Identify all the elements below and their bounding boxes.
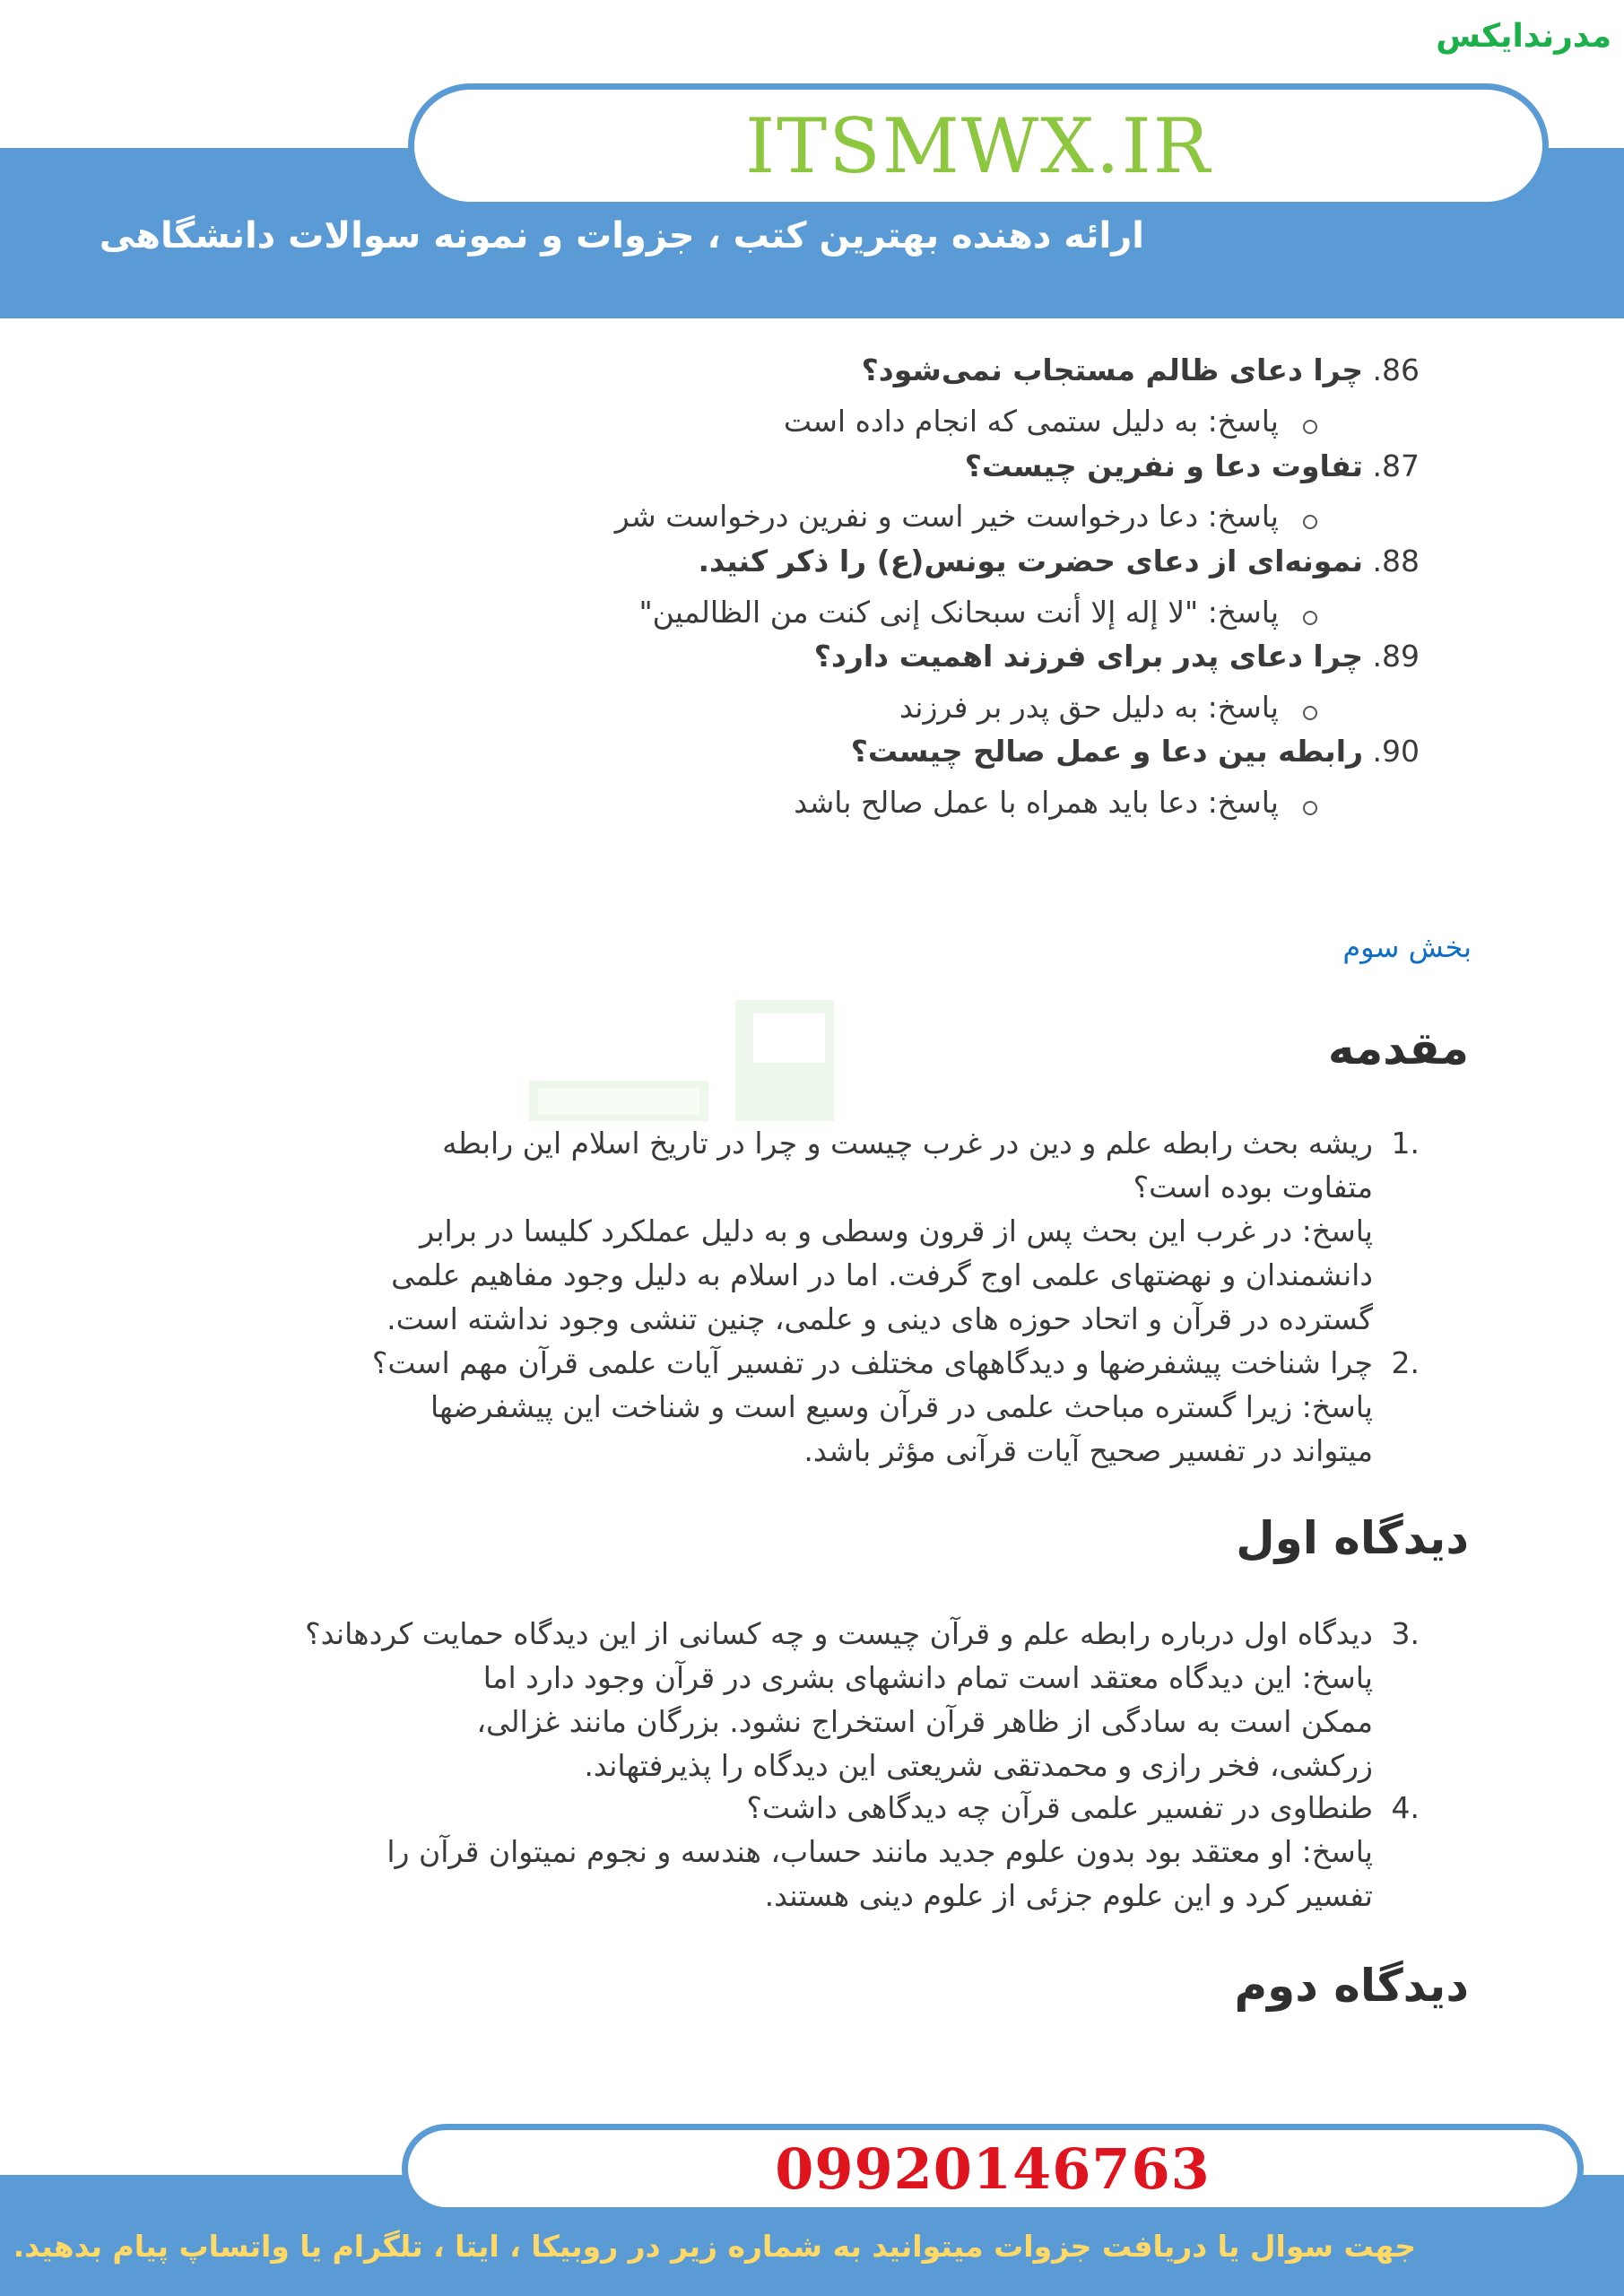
heading-view-one: دیدگاه اول	[1236, 1512, 1469, 1564]
list-answer: پاسخ: در غرب این بحث پس از قرون وسطی و به دلیل عملکرد کلیسا در برابر دانشمندان و نهضتهای علمی اوج گرفت. اما در اسلام به دلیل وجود مفاهیم علمی گسترده در قرآن و اتحاد حوزه های دینی و علمی، چنین تنشی وجود نداشته است.	[386, 1213, 1373, 1336]
question-number: 88.	[1372, 544, 1420, 578]
faint-watermark-image	[529, 1000, 843, 1121]
question-number: 87.	[1372, 448, 1420, 483]
question-item	[862, 352, 1420, 387]
question-item	[698, 544, 1420, 578]
answer-text: پاسخ: به دلیل حق پدر بر فرزند	[899, 690, 1279, 725]
circle-bullet-icon	[1303, 515, 1317, 529]
circle-bullet-icon	[1303, 706, 1317, 720]
list-number: 4.	[1391, 1790, 1420, 1825]
list-answer: پاسخ: زیرا گستره مباحث علمی در قرآن وسیع است و شناخت این پیشفرضها میتواند در تفسیر صحیح آیات قرآنی مؤثر باشد.	[430, 1389, 1373, 1468]
answer-text: پاسخ: به دلیل ستمی که انجام داده است	[783, 404, 1279, 439]
question-item	[814, 639, 1420, 674]
question-number: 89.	[1372, 639, 1420, 674]
answer-text: پاسخ: دعا درخواست خیر است و نفرین درخواست شر	[614, 499, 1279, 534]
question-number: 90.	[1372, 734, 1420, 769]
question-number: 86.	[1372, 352, 1420, 387]
list-number: 2.	[1391, 1345, 1420, 1380]
contact-phone[interactable]: 09920146763	[775, 2135, 1211, 2202]
question-text: رابطه بین دعا و عمل صالح چیست؟	[850, 734, 1363, 769]
header-pill	[408, 83, 1549, 208]
section-link[interactable]: بخش سوم	[1342, 930, 1472, 964]
list-question: دیدگاه اول درباره رابطه علم و قرآن چیست و چه کسانی از این دیدگاه حمایت کردهاند؟	[305, 1616, 1373, 1651]
footer-pill	[402, 2124, 1584, 2213]
question-text: چرا دعای پدر برای فرزند اهمیت دارد؟	[813, 639, 1363, 674]
circle-bullet-icon	[1303, 801, 1317, 815]
site-url[interactable]: ITSMWX.IR	[744, 101, 1212, 190]
circle-bullet-icon	[1303, 420, 1317, 434]
answer-text: پاسخ: "لا إله إلا أنت سبحانک إنی کنت من الظالمین"	[638, 595, 1279, 630]
header-tagline: ارائه دهنده بهترین کتب ، جزوات و نمونه سوالات دانشگاهی	[99, 215, 1144, 257]
question-text: نمونه‌ای از دعای حضرت یونس(ع) را ذکر کنید.	[698, 544, 1363, 578]
list-answer: پاسخ: او معتقد بود بدون علوم جدید مانند حساب، هندسه و نجوم نمیتوان قرآن را تفسیر کرد و این علوم جزئی از علوم دینی هستند.	[386, 1834, 1373, 1913]
question-item	[851, 734, 1420, 769]
heading-intro: مقدمه	[1327, 1022, 1469, 1074]
question-text: تفاوت دعا و نفرین چیست؟	[964, 448, 1363, 483]
list-answer: پاسخ: این دیدگاه معتقد است تمام دانشهای بشری در قرآن وجود دارد اما ممکن است به سادگی از ظاهر قرآن استخراج نشود. بزرگان مانند غزالی، زرکشی، فخر رازی و محمدتقی شریعتی این دیدگاه را پذیرفتهاند.	[476, 1660, 1373, 1783]
brand-logo-text: مدرندایکس	[1436, 18, 1611, 55]
list-number: 3.	[1391, 1616, 1420, 1651]
circle-bullet-icon	[1303, 611, 1317, 625]
heading-view-two: دیدگاه دوم	[1234, 1960, 1469, 2012]
list-item	[422, 1121, 1373, 1209]
list-question: طنطاوی در تفسیر علمی قرآن چه دیدگاهی داشت؟	[746, 1790, 1373, 1825]
answer-text: پاسخ: دعا باید همراه با عمل صالح باشد	[794, 785, 1279, 820]
question-item	[965, 448, 1420, 483]
list-number: 1.	[1391, 1126, 1420, 1161]
list-question: ریشه بحث رابطه علم و دین در غرب چیست و چرا در تاریخ اسلام این رابطه متفاوت بوده است؟	[442, 1126, 1373, 1205]
list-question: چرا شناخت پیشفرضها و دیدگاههای مختلف در تفسیر آیات علمی قرآن مهم است؟	[371, 1345, 1373, 1380]
footer-note: جهت سوال یا دریافت جزوات میتوانید به شماره زیر در روبیکا ، ایتا ، تلگرام یا واتساپ پیام بدهید.	[13, 2229, 1416, 2264]
question-text: چرا دعای ظالم مستجاب نمی‌شود؟	[861, 352, 1363, 387]
